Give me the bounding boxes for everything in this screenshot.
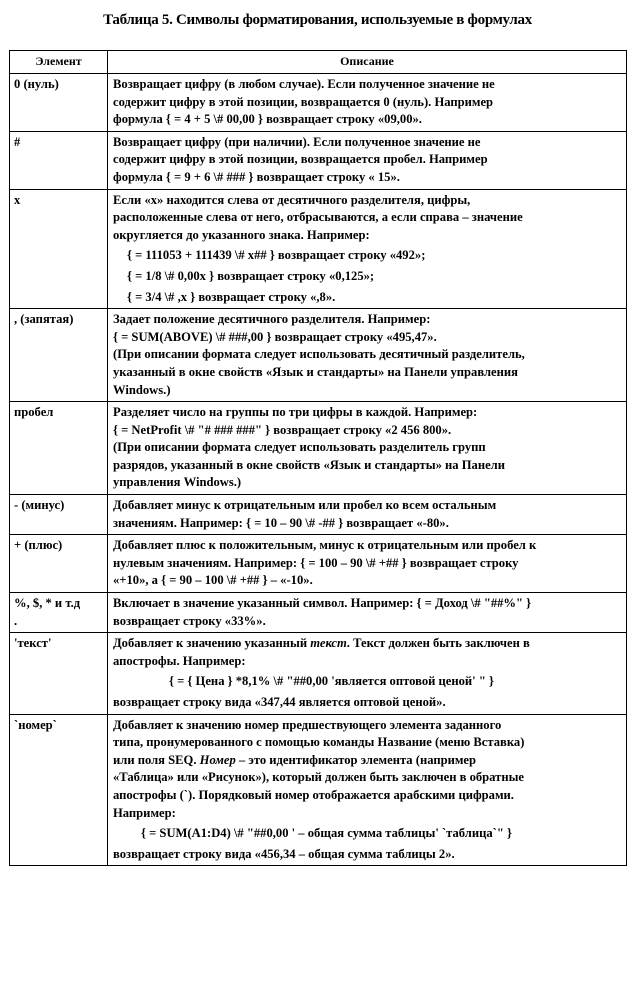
row-description: [108, 309, 627, 402]
description-line: расположенные слева от него, отбрасываются, а если справа – значение: [113, 210, 523, 225]
table-row: [10, 74, 627, 132]
row-description: [108, 131, 627, 189]
table-row: [10, 633, 627, 714]
description-line: указанный в окне свойств «Язык и стандарты» на Панели управления: [113, 364, 518, 379]
description-line: Добавляет к значению номер предшествующего элемента заданного: [113, 717, 502, 732]
text-run: . Текст должен быть заключен в: [346, 636, 530, 651]
table-row: [10, 309, 627, 402]
description-line: [113, 752, 621, 770]
element-line: .: [14, 613, 18, 628]
description-line: { = SUM(ABOVE) \# ###,00 } возвращает строку «495,47».: [113, 329, 437, 344]
description-line: формула { = 4 + 5 \# 00,00 } возвращает строку «09,00».: [113, 112, 422, 127]
row-element: пробел: [10, 402, 108, 495]
description-line: Windows.): [113, 382, 171, 397]
description-line: Добавляет минус к отрицательным или пробел ко всем остальным: [113, 498, 497, 513]
description-line: Добавляет плюс к положительным, минус к отрицательным или пробел к: [113, 538, 537, 553]
table-row: [10, 714, 627, 866]
description-line: «Таблица» или «Рисунок»), который должен быть заключен в обратные: [113, 770, 525, 785]
example-line: { = { Цена } *8,1% \# "##0,00 'является оптовой ценой' " }: [169, 674, 494, 689]
italic-term: текст: [310, 636, 347, 651]
description-line: { = NetProfit \# "# ### ###" } возвращает строку «2 456 800».: [113, 422, 452, 437]
description-line: возвращает строку вида «347,44 является оптовой ценой».: [113, 695, 446, 709]
row-element: x: [10, 189, 108, 309]
row-description: [108, 633, 627, 714]
description-line: [113, 635, 621, 653]
description-line: содержит цифру в этой позиции, возвращается 0 (нуль). Например: [113, 94, 494, 109]
row-element: 'текст': [10, 633, 108, 714]
text-run: – это идентификатор элемента (например: [235, 752, 477, 767]
table-row: [10, 402, 627, 495]
description-line: формула { = 9 + 6 \# ### } возвращает строку « 15».: [113, 169, 400, 184]
row-element: - (минус): [10, 495, 108, 535]
table-row: [10, 495, 627, 535]
row-element: `номер`: [10, 714, 108, 866]
description-line: управления Windows.): [113, 475, 242, 490]
description-line: Если «x» находится слева от десятичного разделителя, цифры,: [113, 192, 471, 207]
description-line: разрядов, указанный в окне свойств «Язык и стандарты» на Панели: [113, 457, 505, 472]
table-header-row: [10, 51, 627, 74]
description-line: Возвращает цифру (при наличии). Если полученное значение не: [113, 134, 481, 149]
description-line: Возвращает цифру (в любом случае). Если полученное значение не: [113, 77, 495, 91]
page-title: Таблица 5. Символы форматирования, используемые в формулах: [103, 12, 532, 28]
example-line: { = SUM(A1:D4) \# "##0,00 ' – общая сумма таблицы' `таблица`" }: [141, 826, 512, 841]
description-line: возвращает строку «33%».: [113, 613, 266, 628]
table-row: [10, 535, 627, 593]
italic-term: Номер: [196, 752, 236, 767]
row-description: [108, 714, 627, 866]
example-line: { = 111053 + 111439 \# x## } возвращает строку «492»;: [127, 248, 426, 263]
header-element: Элемент: [10, 51, 108, 74]
description-line: округляется до указанного знака. Например:: [113, 227, 370, 242]
description-line: «+10», а { = 90 – 100 \# +## } – «-10».: [113, 573, 313, 588]
description-line: содержит цифру в этой позиции, возвращается пробел. Например: [113, 152, 488, 167]
description-line: возвращает строку вида «456,34 – общая сумма таблицы 2».: [113, 846, 455, 861]
description-line: Например:: [113, 805, 176, 820]
element-line: %, $, * и т.д: [14, 596, 81, 611]
row-description: [108, 74, 627, 132]
description-line: апострофы (`). Порядковый номер отображается арабскими цифрами.: [113, 787, 514, 802]
description-line: (При описании формата следует использовать десятичный разделитель,: [113, 347, 525, 362]
description-line: Включает в значение указанный символ. Например: { = Доход \# "##%" }: [113, 596, 532, 611]
description-line: типа, пронумерованного с помощью команды Название (меню Вставка): [113, 735, 525, 750]
row-description: [108, 402, 627, 495]
row-element: [10, 593, 108, 633]
row-description: [108, 535, 627, 593]
example-line: { = 3/4 \# ,x } возвращает строку «,8».: [127, 289, 336, 304]
description-line: Задает положение десятичного разделителя. Например:: [113, 312, 431, 327]
table-row: [10, 593, 627, 633]
header-description: Описание: [108, 51, 627, 74]
format-symbols-table: [9, 50, 627, 866]
row-element: , (запятая): [10, 309, 108, 402]
description-line: Разделяет число на группы по три цифры в каждой. Например:: [113, 405, 478, 420]
row-element: + (плюс): [10, 535, 108, 593]
row-description: [108, 495, 627, 535]
description-line: нулевым значениям. Например: { = 100 – 90 \# +## } возвращает строку: [113, 555, 519, 570]
description-line: значениям. Например: { = 10 – 90 \# -## } возвращает «-80».: [113, 515, 449, 530]
table-row: [10, 131, 627, 189]
text-run: или поля SEQ.: [113, 752, 197, 767]
row-element: 0 (нуль): [10, 74, 108, 132]
text-run: Добавляет к значению указанный: [113, 636, 311, 651]
row-description: [108, 593, 627, 633]
description-line: (При описании формата следует использовать разделитель групп: [113, 440, 486, 455]
table-row: [10, 189, 627, 309]
row-description: [108, 189, 627, 309]
example-line: { = 1/8 \# 0,00x } возвращает строку «0,125»;: [127, 268, 375, 283]
description-line: апострофы. Например:: [113, 653, 246, 668]
row-element: #: [10, 131, 108, 189]
